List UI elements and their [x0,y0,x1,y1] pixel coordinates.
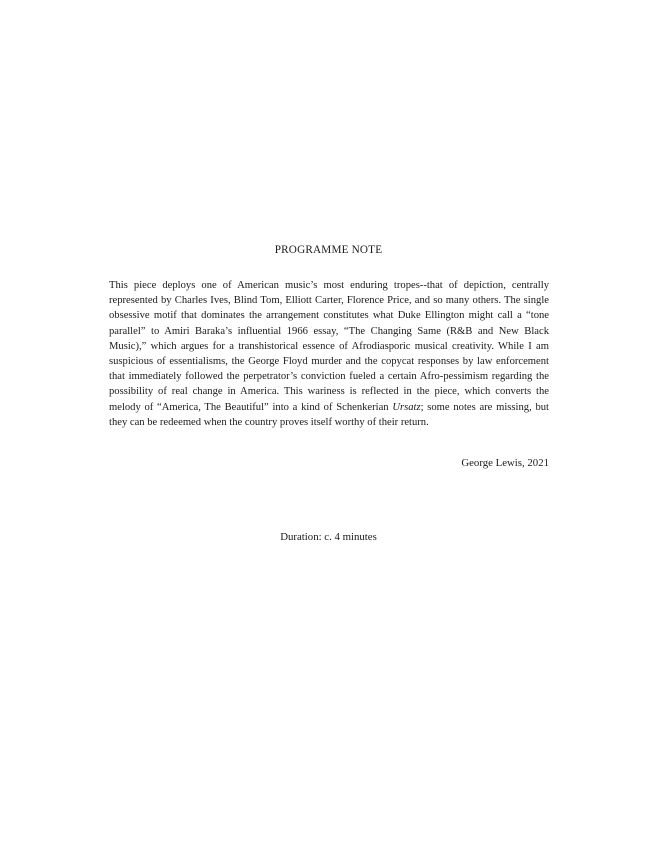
page-title: PROGRAMME NOTE [274,244,383,256]
author-signature: George Lewis, 2021 [461,457,549,469]
duration-line: Duration: c. 4 minutes [280,531,377,543]
paragraph-text [109,278,549,430]
paragraph-text-main: This piece deploys one of American music’s most enduring tropes--that of depiction, centrally represented by Charles Ives, Blind Tom, Elliott Carter, Florence Price, and so many others. The single obsessive motif that dominates the arrangement constitutes what Duke Ellington might call a “tone parallel” to Amiri Baraka’s influential 1966 essay, “The Changing Same (R&B and New Black Music),” which argues for a transhistorical essence of Afrodiasporic musical creativity. While I am suspicious of essentialisms, the George Floyd murder and the copycat responses by law enforcement that immediately followed the perpetrator’s conviction fueled a certain Afro-pessimism regarding the possibility of real change in America. This wariness is reflected in the piece, which converts the melody of “America, The Beautiful” into a kind of Schenkerian [109,280,549,413]
paragraph-text-end: ; some notes are missing, but they can be redeemed when the country proves itself worthy of their return. [109,401,549,428]
italic-term: Ursatz [392,401,421,413]
programme-note-paragraph [109,278,549,430]
